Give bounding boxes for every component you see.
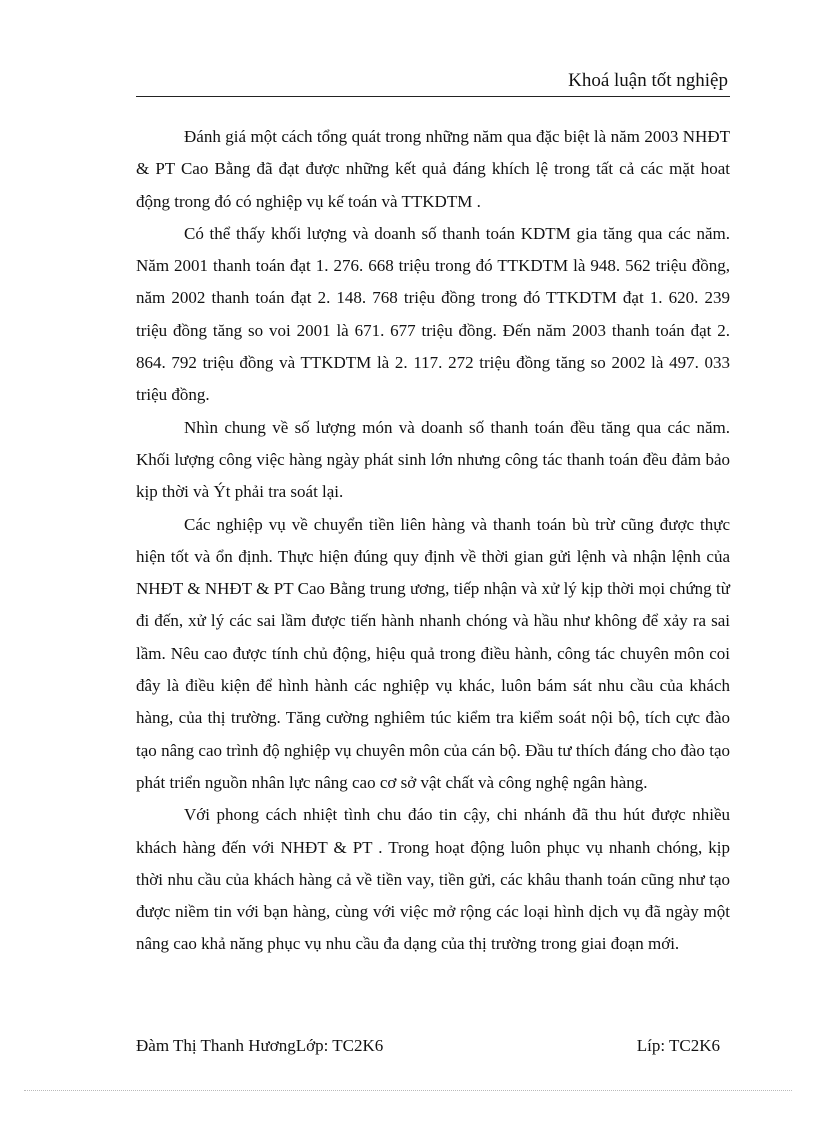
header-title: Khoá luận tốt nghiệp xyxy=(568,70,728,91)
page-bottom-divider xyxy=(24,1090,792,1091)
page-header xyxy=(136,68,730,97)
paragraph-1: Đánh giá một cách tổng quát trong những năm qua đặc biệt là năm 2003 NHĐT & PT Cao Bằng đã đạt được những kết quả đáng khích lệ trong tất cả các mặt hoat động trong đó có nghiệp vụ kế toán và TTKDTM . xyxy=(136,127,730,211)
footer-author: Đàm Thị Thanh HươngLớp: TC2K6 xyxy=(136,1036,384,1055)
document-body xyxy=(136,121,730,961)
paragraph-3: Nhìn chung về số lượng món và doanh số thanh toán đều tăng qua các năm. Khối lượng công việc hàng ngày phát sinh lớn nhưng công tác thanh toán đều đảm bảo kịp thời và Ýt phải tra soát lại. xyxy=(136,417,730,502)
paragraph-2: Có thể thấy khối lượng và doanh số thanh toán KDTM gia tăng qua các năm. Năm 2001 thanh toán đạt 1. 276. 668 triệu trong đó TTKDTM là 948. 562 triệu đồng, năm 2002 thanh toán đạt 2. 148. 768 triệu đồng trong đó TTKDTM đạt 1. 620. 239 triệu đồng tăng so voi 2001 là 671. 677 triệu đồng. Đến năm 2003 thanh toán đạt 2. 864. 792 triệu đồng và TTKDTM là 2. 117. 272 triệu đồng tăng so 2002 là 497. 033 triệu đồng. xyxy=(136,223,730,405)
page-footer xyxy=(136,1033,730,1059)
footer-class: Líp: TC2K6 xyxy=(636,1036,720,1055)
paragraph-5: Với phong cách nhiệt tình chu đáo tin cậy, chi nhánh đã thu hút được nhiều khách hàng đến với NHĐT & PT . Trong hoạt động luôn phục vụ nhanh chóng, kịp thời nhu cầu của khách hàng cả về tiền vay, tiền gửi, các khâu thanh toán cũng như tạo được niềm tin với bạn hàng, cùng với việc mở rộng các loại hình dịch vụ đã ngày một nâng cao khả năng phục vụ nhu cầu đa dạng của thị trường trong giai đoạn mới. xyxy=(136,805,730,954)
paragraph-4: Các nghiệp vụ về chuyển tiền liên hàng và thanh toán bù trừ cũng được thực hiện tốt và ổn định. Thực hiện đúng quy định về thời gian gửi lệnh và nhận lệnh của NHĐT & NHĐT & PT Cao Bằng trung ương, tiếp nhận và xử lý kịp thời mọi chứng từ đi đến, xử lý các sai lầm được tiến hành nhanh chóng và hầu như không để xảy ra sai lầm. Nêu cao được tính chủ động, hiệu quả trong điều hành, công tác chuyên môn coi đây là điều kiện để hình hành các nghiệp vụ khác, luôn bám sát nhu cầu của khách hàng, của thị trường. Tăng cường nghiêm túc kiểm tra kiểm soát nội bộ, tích cực đào tạo nâng cao trình độ nghiệp vụ chuyên môn của cán bộ. Đầu tư thích đáng cho đào tạo phát triển nguồn nhân lực nâng cao cơ sở vật chất và công nghệ ngân hàng. xyxy=(136,514,730,792)
